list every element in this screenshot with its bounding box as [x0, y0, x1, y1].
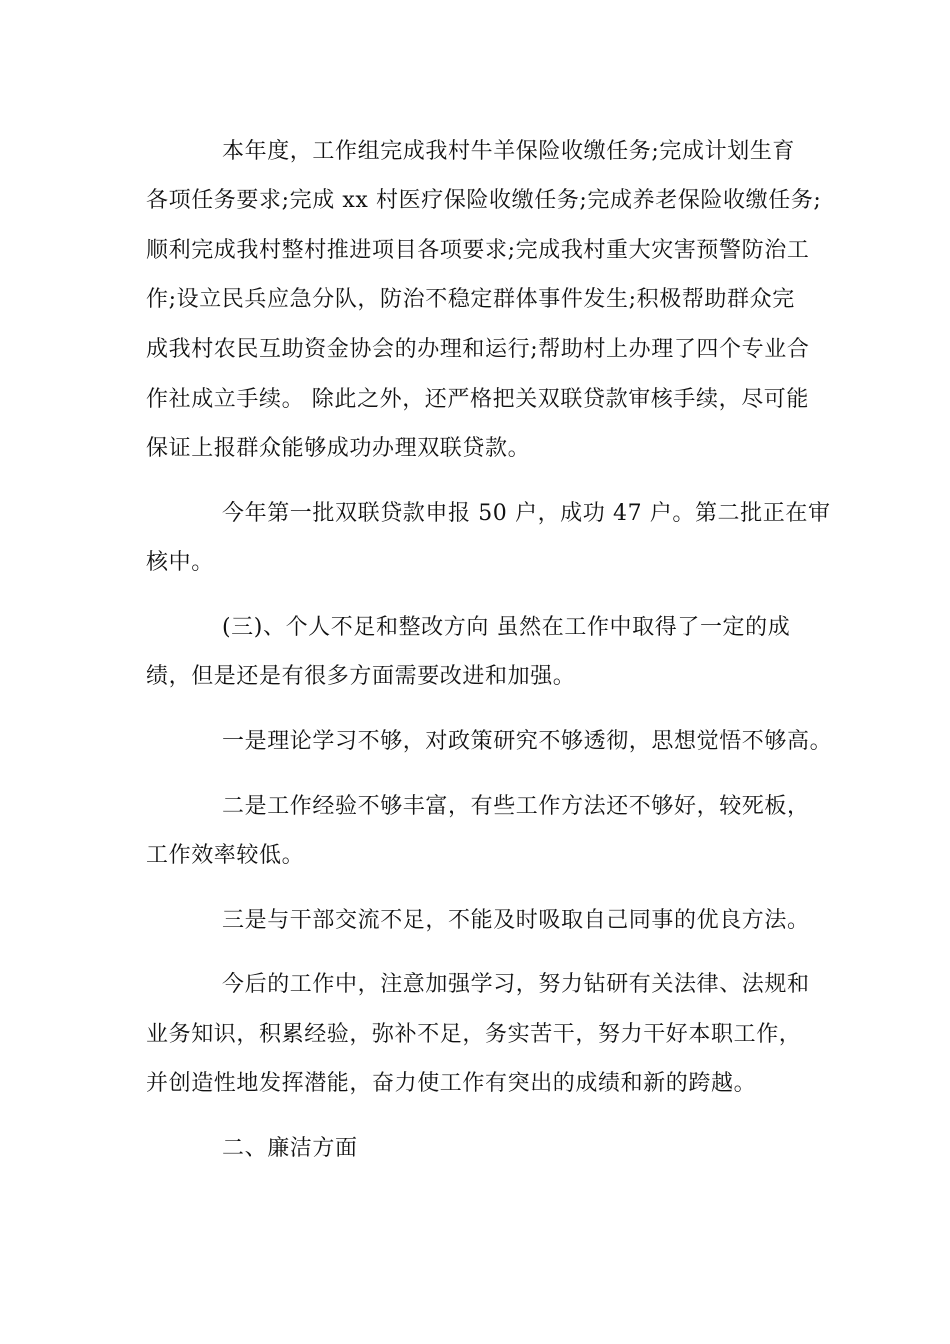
paragraph-3-line-2: 绩，但是还是有很多方面需要改进和加强。: [146, 664, 576, 689]
paragraph-1-line-4: 作;设立民兵应急分队，防治不稳定群体事件发生;积极帮助群众完: [146, 287, 795, 312]
paragraph-5-line-1: 二是工作经验不够丰富，有些工作方法还不够好，较死板，: [222, 794, 810, 819]
paragraph-6-line-1: 三是与干部交流不足，不能及时吸取自己同事的优良方法。: [222, 908, 810, 933]
paragraph-3-line-1: (三)、个人不足和整改方向 虽然在工作中取得了一定的成: [222, 615, 791, 640]
paragraph-7-line-3: 并创造性地发挥潜能，奋力使工作有突出的成绩和新的跨越。: [146, 1071, 757, 1096]
paragraph-1-line-2: 各项任务要求;完成 xx 村医疗保险收缴任务;完成养老保险收缴任务;: [146, 188, 822, 213]
paragraph-2-line-1: 今年第一批双联贷款申报 50 户，成功 47 户。第二批正在审: [222, 501, 831, 526]
paragraph-4-line-1: 一是理论学习不够，对政策研究不够透彻，思想觉悟不够高。: [222, 729, 833, 754]
paragraph-5-line-2: 工作效率较低。: [146, 843, 305, 868]
paragraph-1-line-7: 保证上报群众能够成功办理双联贷款。: [146, 436, 531, 461]
section-heading-integrity: 二、廉洁方面: [222, 1136, 358, 1161]
paragraph-1-line-1: 本年度，工作组完成我村牛羊保险收缴任务;完成计划生育: [222, 139, 796, 164]
paragraph-7-line-2: 业务知识，积累经验，弥补不足，务实苦干，努力干好本职工作，: [146, 1022, 802, 1047]
paragraph-1-line-6: 作社成立手续。 除此之外，还严格把关双联贷款审核手续，尽可能: [146, 387, 809, 412]
paragraph-1-line-3: 顺利完成我村整村推进项目各项要求;完成我村重大灾害预警防治工: [146, 238, 810, 263]
paragraph-1-line-5: 成我村农民互助资金协会的办理和运行;帮助村上办理了四个专业合: [146, 337, 810, 362]
paragraph-2-line-2: 核中。: [146, 550, 214, 575]
paragraph-7-line-1: 今后的工作中，注意加强学习，努力钻研有关法律、法规和: [222, 972, 810, 997]
